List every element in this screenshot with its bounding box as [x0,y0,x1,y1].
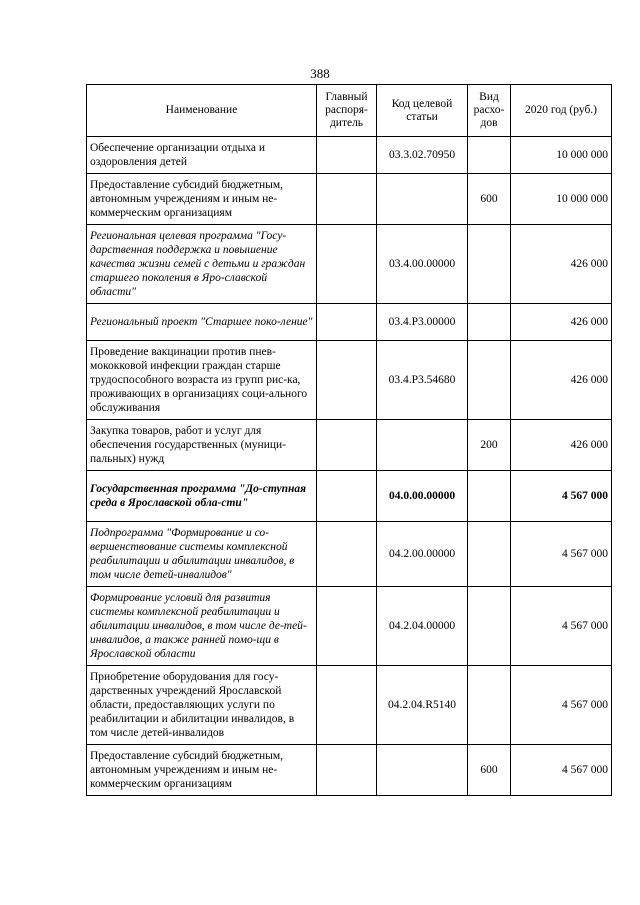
budget-table [86,84,612,796]
table-body [87,137,612,796]
row-code: 04.2.00.00000 [377,522,468,587]
row-name: Проведение вакцинации против пнев-мококковой инфекции граждан старше трудоспособного возраста из групп рис-ка, проживающих в организациях соци-ального обслуживания [87,341,317,420]
table-row [87,174,612,225]
table-row [87,420,612,471]
table-row [87,666,612,745]
row-amount: 10 000 000 [511,174,612,225]
row-code: 04.2.04.R5140 [377,666,468,745]
row-code: 04.2.04.00000 [377,587,468,666]
header-admin: Главный распоря-дитель [317,85,377,137]
row-name: Предоставление субсидий бюджетным, автономным учреждениям и иным не-коммерческим организациям [87,174,317,225]
row-amount: 426 000 [511,420,612,471]
row-admin [317,745,377,796]
row-code [377,420,468,471]
row-name: Приобретение оборудования для госу-дарственных учреждений Ярославской области, предоставляющих услуги по реабилитации и абилитации инвалидов, в том числе детей-инвалидов [87,666,317,745]
row-admin [317,420,377,471]
row-admin [317,341,377,420]
table-row [87,225,612,304]
row-code [377,174,468,225]
row-name: Региональный проект "Старшее поко-ление" [87,304,317,341]
row-vid: 200 [468,420,511,471]
row-vid: 600 [468,745,511,796]
row-amount: 10 000 000 [511,137,612,174]
row-admin [317,666,377,745]
header-vid: Вид расхо-дов [468,85,511,137]
row-amount: 426 000 [511,341,612,420]
row-vid [468,522,511,587]
row-vid [468,225,511,304]
table-row [87,137,612,174]
table-row [87,341,612,420]
table-header-row [87,85,612,137]
row-amount: 426 000 [511,225,612,304]
row-admin [317,225,377,304]
row-vid [468,587,511,666]
row-name: Подпрограмма "Формирование и со-вершенствование системы комплексной реабилитации и абилитации инвалидов, в том числе детей-инвалидов" [87,522,317,587]
row-vid [468,304,511,341]
table-row [87,745,612,796]
row-vid: 600 [468,174,511,225]
row-amount: 426 000 [511,304,612,341]
row-vid [468,471,511,522]
row-admin [317,522,377,587]
row-code: 03.4.P3.00000 [377,304,468,341]
row-amount: 4 567 000 [511,666,612,745]
row-name: Государственная программа "До-ступная среда в Ярославской обла-сти" [87,471,317,522]
table-row [87,304,612,341]
page-number: 388 [310,66,330,81]
row-vid [468,137,511,174]
row-amount: 4 567 000 [511,471,612,522]
header-amount: 2020 год (руб.) [511,85,612,137]
row-code: 03.4.P3.54680 [377,341,468,420]
header-code: Код целевой статьи [377,85,468,137]
row-admin [317,137,377,174]
row-code [377,745,468,796]
row-name: Обеспечение организации отдыха и оздоровления детей [87,137,317,174]
row-amount: 4 567 000 [511,745,612,796]
row-amount: 4 567 000 [511,587,612,666]
row-admin [317,587,377,666]
row-admin [317,304,377,341]
row-code: 04.0.00.00000 [377,471,468,522]
table-row [87,587,612,666]
row-name: Предоставление субсидий бюджетным, автономным учреждениям и иным не-коммерческим организациям [87,745,317,796]
table-row [87,522,612,587]
table-row [87,471,612,522]
row-code: 03.4.00.00000 [377,225,468,304]
row-vid [468,666,511,745]
row-code: 03.3.02.70950 [377,137,468,174]
header-name: Наименование [87,85,317,137]
row-name: Формирование условий для развития системы комплексной реабилитации и абилитации инвалидов, в том числе де-тей-инвалидов, а также ранней помо-щи в Ярославской области [87,587,317,666]
row-admin [317,471,377,522]
row-name: Закупка товаров, работ и услуг для обеспечения государственных (муници-пальных) нужд [87,420,317,471]
row-amount: 4 567 000 [511,522,612,587]
row-vid [468,341,511,420]
row-admin [317,174,377,225]
row-name: Региональная целевая программа "Госу-дарственная поддержка и повышение качества жизни семей с детьми и граждан старшего поколения в Яро-славской области" [87,225,317,304]
